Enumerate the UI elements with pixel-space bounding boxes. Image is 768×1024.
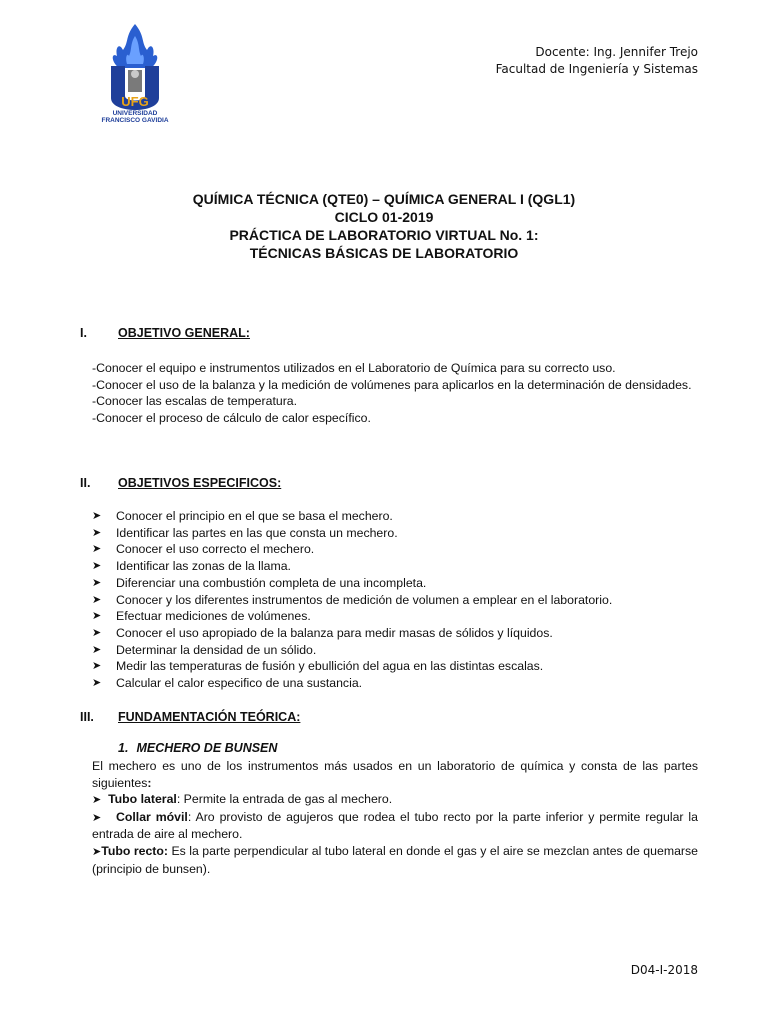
list-item	[92, 625, 698, 642]
list-item	[92, 541, 698, 558]
subsection-title: MECHERO DE BUNSEN	[136, 741, 278, 755]
section-3-number: III.	[80, 710, 94, 724]
arrow-bullet-icon: ➤	[92, 610, 102, 623]
subsection-number: 1.	[118, 741, 129, 755]
section-1-label: OBJETIVO GENERAL:	[118, 326, 250, 340]
specific-objectives-list	[92, 508, 698, 692]
title-line-1: QUÍMICA TÉCNICA (QTE0) – QUÍMICA GENERAL I (QGL1)	[192, 191, 576, 207]
list-item-text: Conocer el uso correcto el mechero.	[116, 542, 315, 557]
list-item-text: Conocer y los diferentes instrumentos de medición de volumen a emplear en el laboratorio.	[116, 592, 613, 607]
list-item	[92, 592, 698, 609]
objective-line: -Conocer el uso de la balanza y la medición de volúmenes para aplicarlos en la determinación de densidades.	[92, 377, 692, 392]
list-item-text: Medir las temperaturas de fusión y ebullición del agua en las distintas escalas.	[116, 659, 544, 674]
list-item	[92, 642, 698, 659]
title-line-2: CICLO 01-2019	[334, 209, 434, 225]
logo-subtitle-line1: UNIVERSIDAD	[112, 110, 158, 117]
section-2-label: OBJETIVOS ESPECIFICOS:	[118, 476, 282, 490]
list-item-text: Identificar las partes en las que consta un mechero.	[116, 525, 398, 540]
title-line-3: PRÁCTICA DE LABORATORIO VIRTUAL No. 1:	[229, 227, 539, 243]
part-item	[92, 809, 698, 843]
document-code: D04-I-2018	[630, 963, 698, 977]
arrow-bullet-icon: ➤	[92, 510, 102, 522]
arrow-bullet-icon: ➤	[92, 794, 102, 807]
intro-colon: :	[147, 775, 152, 790]
part-desc: : Aro provisto de agujeros que rodea el tubo recto por la parte inferior y permite regular la entrada de aire al mechero.	[92, 809, 698, 842]
section-2-number: II.	[80, 476, 91, 490]
objective-line: -Conocer el proceso de cálculo de calor específico.	[92, 410, 371, 425]
facultad-name: Facultad de Ingeniería y Sistemas	[495, 62, 698, 76]
logo-subtitle-line2: FRANCISCO GAVIDIA	[101, 117, 169, 124]
docente-name: Docente: Ing. Jennifer Trejo	[535, 45, 698, 59]
list-item-text: Determinar la densidad de un sólido.	[116, 642, 317, 657]
header-info	[496, 44, 698, 78]
intro-text: El mechero es uno de los instrumentos más usados en un laboratorio de química y consta de las partes siguientes	[92, 759, 698, 790]
list-item	[92, 658, 698, 675]
list-item	[92, 608, 698, 625]
subsection-heading	[118, 741, 277, 755]
section-1-number: I.	[80, 326, 87, 340]
part-item	[92, 843, 698, 877]
arrow-bullet-icon: ➤	[92, 526, 102, 539]
part-desc: : Permite la entrada de gas al mechero.	[176, 792, 393, 807]
list-item	[92, 525, 698, 542]
arrow-bullet-icon: ➤	[92, 845, 102, 858]
list-item-text: Identificar las zonas de la llama.	[116, 559, 291, 574]
objective-line: -Conocer el equipo e instrumentos utilizados en el Laboratorio de Química para su correcto uso.	[92, 361, 616, 375]
arrow-bullet-icon: ➤	[92, 811, 102, 824]
arrow-bullet-icon: ➤	[92, 660, 102, 673]
arrow-bullet-icon: ➤	[92, 677, 102, 690]
arrow-bullet-icon: ➤	[92, 576, 102, 589]
list-item	[92, 558, 698, 575]
arrow-bullet-icon: ➤	[92, 643, 102, 656]
list-item-text: Diferenciar una combustión completa de una incompleta.	[116, 575, 427, 590]
objective-line: -Conocer las escalas de temperatura.	[92, 394, 298, 409]
ufg-logo	[85, 22, 185, 142]
list-item-text: Conocer el uso apropiado de la balanza para medir masas de sólidos y líquidos.	[116, 625, 553, 640]
list-item-text: Conocer el principio en el que se basa el mechero.	[116, 509, 393, 523]
list-item	[92, 675, 698, 692]
arrow-bullet-icon: ➤	[92, 626, 102, 639]
part-item	[92, 791, 698, 809]
arrow-bullet-icon: ➤	[92, 543, 102, 556]
logo-subtitle	[85, 110, 185, 124]
list-item-text: Efectuar mediciones de volúmenes.	[116, 609, 311, 624]
intro-paragraph	[92, 758, 698, 791]
ufg-logo-graphic	[85, 22, 185, 142]
list-item-text: Calcular el calor especifico de una sustancia.	[116, 676, 363, 691]
part-term: Collar móvil	[115, 809, 188, 824]
arrow-bullet-icon: ➤	[92, 593, 102, 606]
title-line-4: TÉCNICAS BÁSICAS DE LABORATORIO	[249, 245, 519, 261]
section-1-body	[92, 360, 698, 426]
section-3-body	[92, 758, 698, 877]
document-title	[0, 190, 768, 262]
part-term: Tubo recto:	[101, 843, 168, 858]
section-3-label: FUNDAMENTACIÓN TEÓRICA:	[118, 710, 301, 724]
part-term: Tubo lateral	[108, 792, 177, 807]
list-item	[92, 508, 698, 525]
part-desc: Es la parte perpendicular al tubo lateral en donde el gas y el aire se mezclan antes de quemarse (principio de bunsen).	[92, 843, 698, 876]
list-item	[92, 575, 698, 592]
arrow-bullet-icon: ➤	[92, 560, 102, 573]
logo-text: UFG	[121, 94, 149, 109]
